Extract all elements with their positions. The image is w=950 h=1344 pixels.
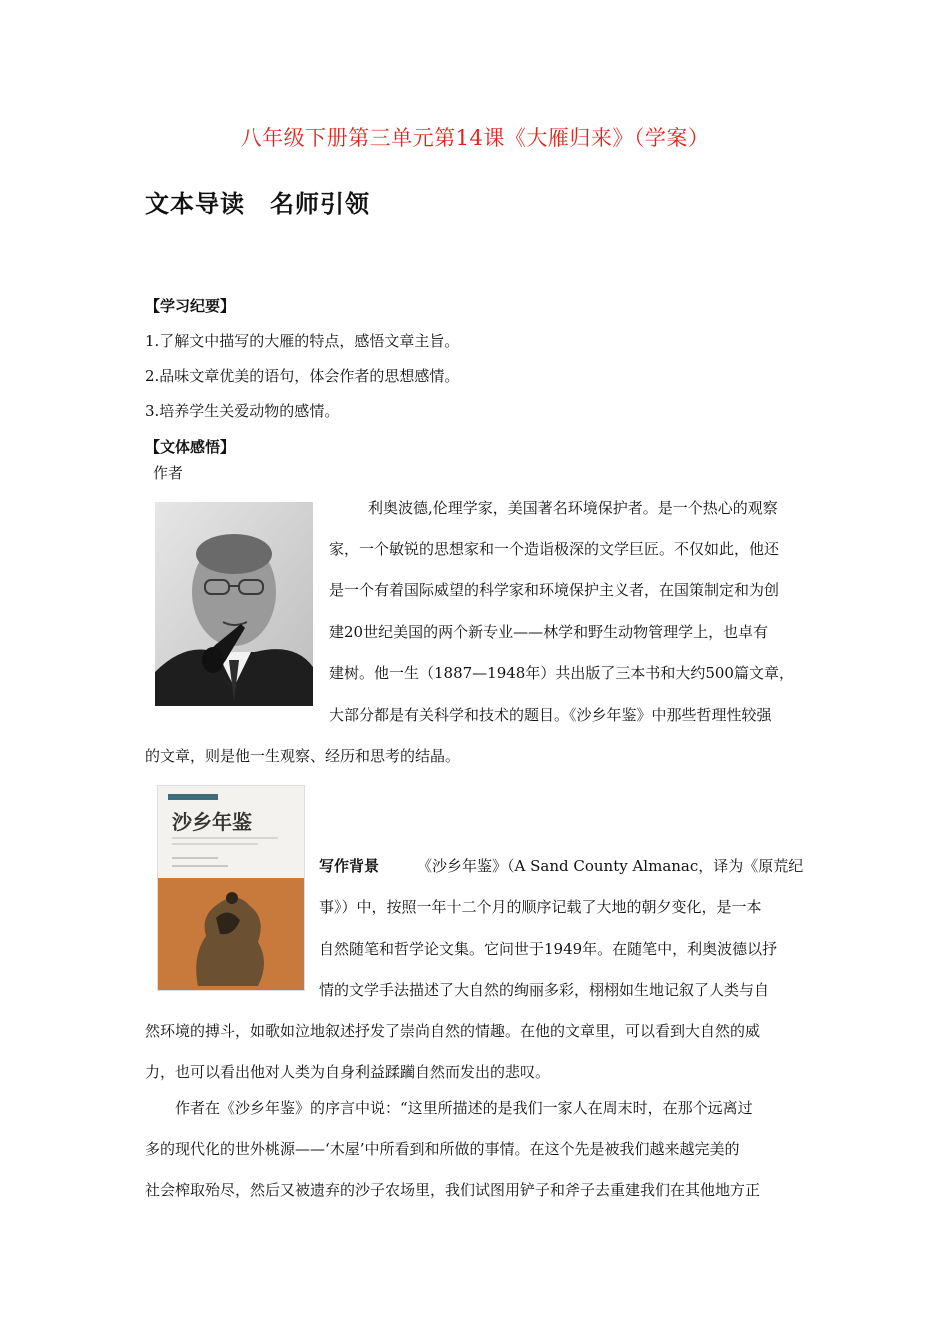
author-bio-line: 是一个有着国际威望的科学家和环境保护主义者，在国策制定和为创	[329, 581, 780, 599]
preface-line: 社会榨取殆尽，然后又被遗弃的沙子农场里，我们试图用铲子和斧子去重建我们在其他地方正	[145, 1181, 761, 1199]
goal-item: 1.了解文中描写的大雁的特点，感悟文章主旨。	[145, 332, 460, 350]
section-subtitle: 文本导读 名师引领	[145, 190, 370, 218]
background-line: 情的文学手法描述了大自然的绚丽多彩，栩栩如生地记叙了人类与自	[319, 981, 770, 999]
book-cover-image	[157, 785, 305, 991]
author-portrait-image	[155, 502, 313, 706]
background-line: 事》）中，按照一年十二个月的顺序记载了大地的朝夕变化，是一本	[319, 898, 762, 916]
background-line: 自然随笔和哲学论文集。它问世于1949年。在随笔中，利奥波德以抒	[319, 940, 778, 958]
background-text: 《沙乡年鉴》（A Sand County Almanac，译为《原荒纪	[417, 857, 804, 875]
page-title: 八年级下册第三单元第14课《大雁归来》（学案）	[240, 126, 710, 150]
background-label: 写作背景	[319, 857, 380, 875]
background-line	[319, 855, 803, 876]
author-bio-line: 建20世纪美国的两个新专业——林学和野生动物管理学上，也卓有	[329, 623, 769, 641]
book-cover-title: 沙乡年鉴	[172, 810, 252, 834]
genre-heading: 【文体感悟】	[145, 438, 236, 456]
author-bio-line: 大部分都是有关科学和技术的题目。《沙乡年鉴》中那些哲理性较强	[329, 706, 772, 724]
background-line: 然环境的搏斗，如歌如泣地叙述抒发了崇尚自然的情趣。在他的文章里，可以看到大自然的威	[145, 1022, 761, 1040]
author-label: 作者	[153, 464, 184, 482]
author-bio-line: 建树。他一生（1887—1948年）共出版了三本书和大约500篇文章，	[329, 664, 794, 682]
author-bio-line: 利奥波德,伦理学家，美国著名环境保护者。是一个热心的观察	[368, 499, 778, 517]
goal-item: 3.培养学生关爱动物的感情。	[145, 402, 340, 420]
goal-item: 2.品味文章优美的语句，体会作者的思想感情。	[145, 367, 460, 385]
goals-heading: 【学习纪要】	[145, 297, 236, 315]
background-line: 力，也可以看出他对人类为自身利益蹂躏自然而发出的悲叹。	[145, 1063, 551, 1081]
preface-line: 作者在《沙乡年鉴》的序言中说：“这里所描述的是我们一家人在周末时，在那个远离过	[175, 1099, 753, 1117]
author-bio-line: 的文章，则是他一生观察、经历和思考的结晶。	[145, 747, 461, 765]
preface-line: 多的现代化的世外桃源——‘木屋’中所看到和所做的事情。在这个先是被我们越来越完美的	[145, 1140, 740, 1158]
author-bio-line: 家，一个敏锐的思想家和一个造诣极深的文学巨匠。不仅如此，他还	[329, 540, 780, 558]
